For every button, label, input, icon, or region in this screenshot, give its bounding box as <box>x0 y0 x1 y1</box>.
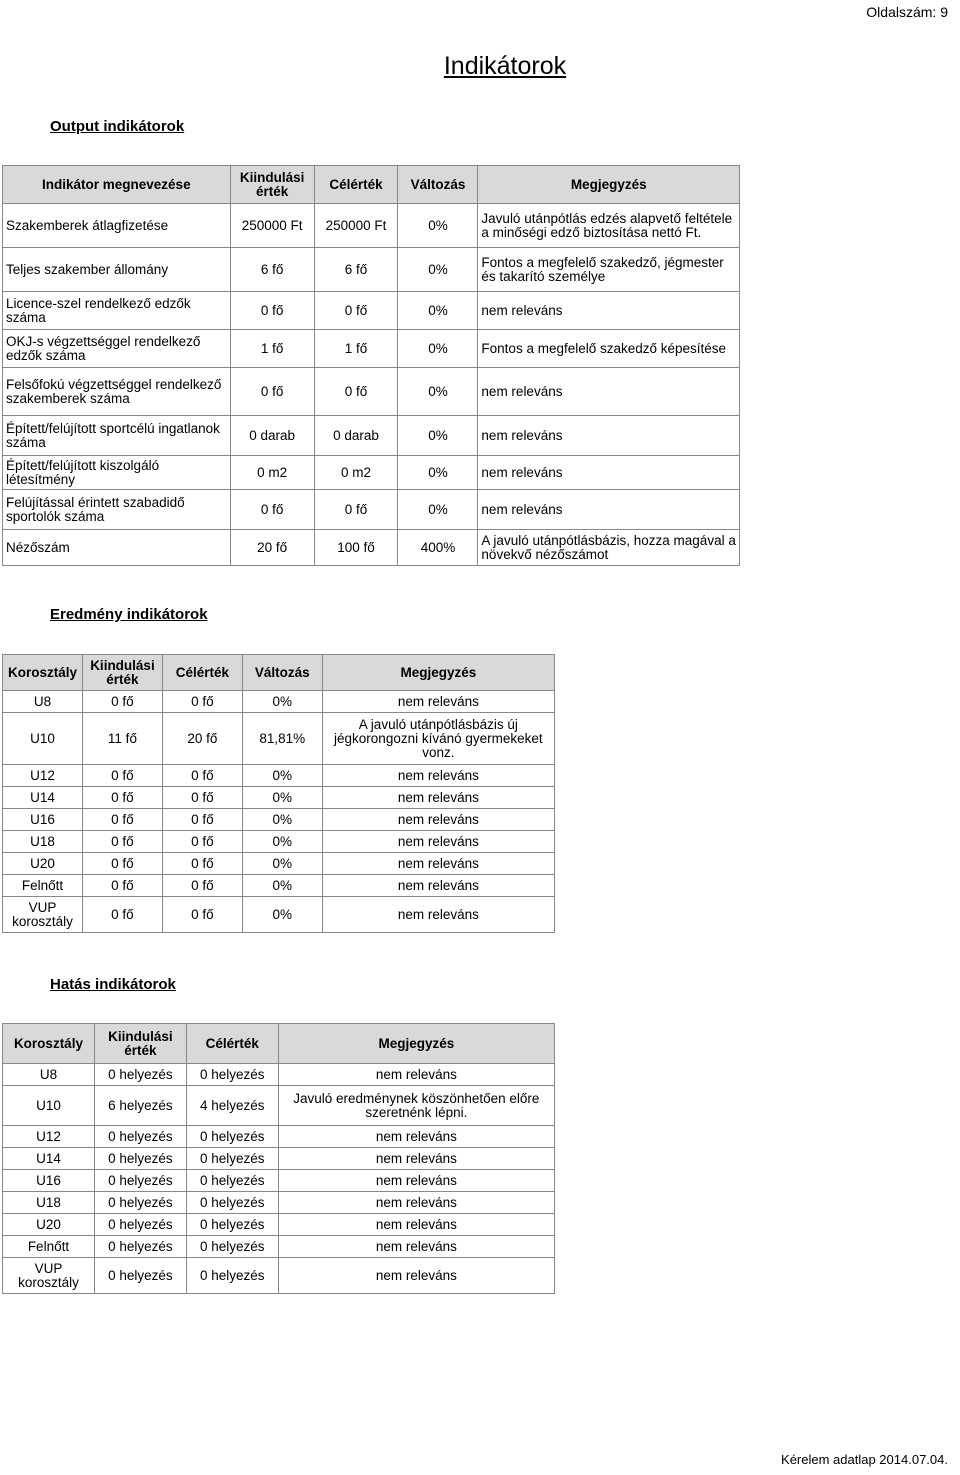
cell-age: U10 <box>3 713 83 765</box>
table-row <box>3 875 555 897</box>
cell-note: nem releváns <box>278 1214 554 1236</box>
cell-note: nem releváns <box>322 897 554 933</box>
cell-start: 0 fő <box>230 292 314 330</box>
cell-start: 1 fő <box>230 330 314 368</box>
cell-change: 0% <box>398 368 478 416</box>
table-row <box>3 897 555 933</box>
cell-note: nem releváns <box>278 1148 554 1170</box>
cell-age: U8 <box>3 691 83 713</box>
col-header: Kiindulási érték <box>230 166 314 204</box>
cell-change: 0% <box>242 765 322 787</box>
cell-start: 6 helyezés <box>94 1086 186 1126</box>
cell-age: U20 <box>3 1214 95 1236</box>
cell-name: Felsőfokú végzettséggel rendelkező szakemberek száma <box>3 368 231 416</box>
table-row <box>3 248 740 292</box>
table-row <box>3 1148 555 1170</box>
col-header: Indikátor megnevezése <box>3 166 231 204</box>
cell-note: nem releváns <box>278 1064 554 1086</box>
table-row <box>3 1170 555 1192</box>
impact-header-row <box>3 1024 555 1064</box>
cell-note: nem releváns <box>322 853 554 875</box>
cell-target: 0 darab <box>314 416 398 456</box>
cell-start: 0 helyezés <box>94 1126 186 1148</box>
table-row <box>3 1126 555 1148</box>
cell-age: U16 <box>3 1170 95 1192</box>
output-heading: Output indikátorok <box>50 118 185 135</box>
result-header-row <box>3 655 555 691</box>
col-header: Változás <box>242 655 322 691</box>
cell-target: 0 fő <box>162 765 242 787</box>
col-header: Kiindulási érték <box>94 1024 186 1064</box>
cell-target: 0 helyezés <box>186 1192 278 1214</box>
cell-note: nem releváns <box>478 292 740 330</box>
cell-start: 0 helyezés <box>94 1064 186 1086</box>
cell-age: U20 <box>3 853 83 875</box>
table-row <box>3 691 555 713</box>
cell-change: 0% <box>398 456 478 490</box>
cell-change: 0% <box>242 897 322 933</box>
table-row <box>3 1086 555 1126</box>
cell-start: 20 fő <box>230 530 314 566</box>
cell-age: U18 <box>3 1192 95 1214</box>
cell-start: 0 fő <box>82 787 162 809</box>
cell-change: 0% <box>242 809 322 831</box>
cell-target: 0 fő <box>162 875 242 897</box>
table-row <box>3 787 555 809</box>
cell-note: nem releváns <box>478 456 740 490</box>
table-row <box>3 1192 555 1214</box>
cell-age: VUP korosztály <box>3 897 83 933</box>
page-number: Oldalszám: 9 <box>866 4 948 20</box>
col-header: Változás <box>398 166 478 204</box>
cell-note: nem releváns <box>278 1170 554 1192</box>
cell-target: 0 helyezés <box>186 1214 278 1236</box>
cell-note: nem releváns <box>322 787 554 809</box>
cell-start: 0 fő <box>82 809 162 831</box>
cell-change: 0% <box>398 330 478 368</box>
col-header: Célérték <box>314 166 398 204</box>
cell-note: nem releváns <box>322 875 554 897</box>
cell-start: 0 helyezés <box>94 1258 186 1294</box>
cell-target: 250000 Ft <box>314 204 398 248</box>
footer-text: Kérelem adatlap 2014.07.04. <box>781 1452 948 1467</box>
cell-target: 0 fő <box>162 809 242 831</box>
cell-target: 1 fő <box>314 330 398 368</box>
cell-target: 0 fő <box>162 853 242 875</box>
cell-age: U18 <box>3 831 83 853</box>
cell-target: 0 fő <box>314 490 398 530</box>
cell-target: 6 fő <box>314 248 398 292</box>
cell-name: Szakemberek átlagfizetése <box>3 204 231 248</box>
col-header: Megjegyzés <box>322 655 554 691</box>
table-row <box>3 456 740 490</box>
cell-age: VUP korosztály <box>3 1258 95 1294</box>
cell-age: U12 <box>3 765 83 787</box>
table-row <box>3 1064 555 1086</box>
cell-start: 0 fő <box>82 875 162 897</box>
cell-note: Fontos a megfelelő szakedző képesítése <box>478 330 740 368</box>
cell-name: Épített/felújított kiszolgáló létesítmény <box>3 456 231 490</box>
cell-start: 0 fő <box>82 691 162 713</box>
table-row <box>3 1258 555 1294</box>
table-row <box>3 530 740 566</box>
cell-age: U14 <box>3 1148 95 1170</box>
cell-start: 11 fő <box>82 713 162 765</box>
cell-change: 0% <box>242 831 322 853</box>
table-row <box>3 765 555 787</box>
cell-name: Teljes szakember állomány <box>3 248 231 292</box>
cell-note: nem releváns <box>478 416 740 456</box>
cell-name: Felújítással érintett szabadidő sportolók száma <box>3 490 231 530</box>
cell-note: nem releváns <box>322 809 554 831</box>
cell-note: nem releváns <box>278 1126 554 1148</box>
table-row <box>3 330 740 368</box>
cell-age: Felnőtt <box>3 875 83 897</box>
cell-target: 0 fő <box>314 368 398 416</box>
cell-target: 0 helyezés <box>186 1258 278 1294</box>
impact-heading: Hatás indikátorok <box>50 976 176 993</box>
cell-note: nem releváns <box>278 1236 554 1258</box>
cell-note: nem releváns <box>478 490 740 530</box>
cell-change: 0% <box>398 248 478 292</box>
cell-change: 0% <box>242 691 322 713</box>
output-table <box>2 165 740 566</box>
cell-start: 0 fő <box>230 368 314 416</box>
cell-target: 0 fő <box>162 787 242 809</box>
cell-note: nem releváns <box>278 1192 554 1214</box>
cell-change: 400% <box>398 530 478 566</box>
table-row <box>3 1236 555 1258</box>
table-row <box>3 490 740 530</box>
col-header: Korosztály <box>3 655 83 691</box>
table-row <box>3 292 740 330</box>
cell-start: 0 fő <box>82 853 162 875</box>
cell-change: 0% <box>242 875 322 897</box>
cell-target: 20 fő <box>162 713 242 765</box>
cell-start: 250000 Ft <box>230 204 314 248</box>
cell-change: 0% <box>242 787 322 809</box>
cell-age: U10 <box>3 1086 95 1126</box>
cell-start: 0 fő <box>82 897 162 933</box>
cell-age: U14 <box>3 787 83 809</box>
col-header: Kiindulási érték <box>82 655 162 691</box>
cell-target: 0 helyezés <box>186 1148 278 1170</box>
cell-target: 0 m2 <box>314 456 398 490</box>
cell-start: 6 fő <box>230 248 314 292</box>
cell-note: nem releváns <box>322 831 554 853</box>
cell-target: 0 fő <box>162 897 242 933</box>
table-row <box>3 204 740 248</box>
table-row <box>3 809 555 831</box>
cell-age: Felnőtt <box>3 1236 95 1258</box>
table-row <box>3 713 555 765</box>
table-row <box>3 368 740 416</box>
cell-start: 0 fő <box>230 490 314 530</box>
cell-note: nem releváns <box>478 368 740 416</box>
cell-target: 0 fő <box>162 691 242 713</box>
table-row <box>3 416 740 456</box>
cell-name: Épített/felújított sportcélú ingatlanok száma <box>3 416 231 456</box>
col-header: Célérték <box>186 1024 278 1064</box>
cell-name: Nézőszám <box>3 530 231 566</box>
page-title: Indikátorok <box>443 52 567 80</box>
cell-note: Javuló eredménynek köszönhetően előre szeretnénk lépni. <box>278 1086 554 1126</box>
cell-target: 0 helyezés <box>186 1170 278 1192</box>
result-table <box>2 654 555 933</box>
cell-name: Licence-szel rendelkező edzők száma <box>3 292 231 330</box>
cell-start: 0 helyezés <box>94 1214 186 1236</box>
cell-start: 0 darab <box>230 416 314 456</box>
cell-change: 0% <box>398 292 478 330</box>
cell-age: U8 <box>3 1064 95 1086</box>
cell-target: 0 fő <box>162 831 242 853</box>
cell-note: Javuló utánpótlás edzés alapvető feltétele a minőségi edző biztosítása nettó Ft. <box>478 204 740 248</box>
cell-target: 0 helyezés <box>186 1064 278 1086</box>
cell-change: 0% <box>242 853 322 875</box>
output-header-row <box>3 166 740 204</box>
table-row <box>3 853 555 875</box>
cell-change: 0% <box>398 490 478 530</box>
cell-target: 0 helyezés <box>186 1236 278 1258</box>
cell-note: nem releváns <box>322 691 554 713</box>
cell-target: 100 fő <box>314 530 398 566</box>
cell-target: 0 fő <box>314 292 398 330</box>
table-row <box>3 831 555 853</box>
cell-target: 0 helyezés <box>186 1126 278 1148</box>
cell-start: 0 m2 <box>230 456 314 490</box>
table-row <box>3 1214 555 1236</box>
cell-start: 0 helyezés <box>94 1148 186 1170</box>
cell-name: OKJ-s végzettséggel rendelkező edzők száma <box>3 330 231 368</box>
cell-age: U12 <box>3 1126 95 1148</box>
result-heading: Eredmény indikátorok <box>50 606 208 623</box>
cell-start: 0 helyezés <box>94 1170 186 1192</box>
cell-start: 0 fő <box>82 765 162 787</box>
cell-note: nem releváns <box>322 765 554 787</box>
col-header: Megjegyzés <box>278 1024 554 1064</box>
cell-start: 0 helyezés <box>94 1236 186 1258</box>
cell-note: Fontos a megfelelő szakedző, jégmester és takarító személye <box>478 248 740 292</box>
col-header: Megjegyzés <box>478 166 740 204</box>
cell-note: A javuló utánpótlásbázis új jégkorongozni kívánó gyermekeket vonz. <box>322 713 554 765</box>
col-header: Célérték <box>162 655 242 691</box>
cell-note: A javuló utánpótlásbázis, hozza magával a növekvő nézőszámot <box>478 530 740 566</box>
cell-target: 4 helyezés <box>186 1086 278 1126</box>
cell-note: nem releváns <box>278 1258 554 1294</box>
cell-start: 0 fő <box>82 831 162 853</box>
cell-change: 0% <box>398 416 478 456</box>
cell-age: U16 <box>3 809 83 831</box>
impact-table <box>2 1023 555 1294</box>
cell-change: 0% <box>398 204 478 248</box>
cell-start: 0 helyezés <box>94 1192 186 1214</box>
col-header: Korosztály <box>3 1024 95 1064</box>
cell-change: 81,81% <box>242 713 322 765</box>
